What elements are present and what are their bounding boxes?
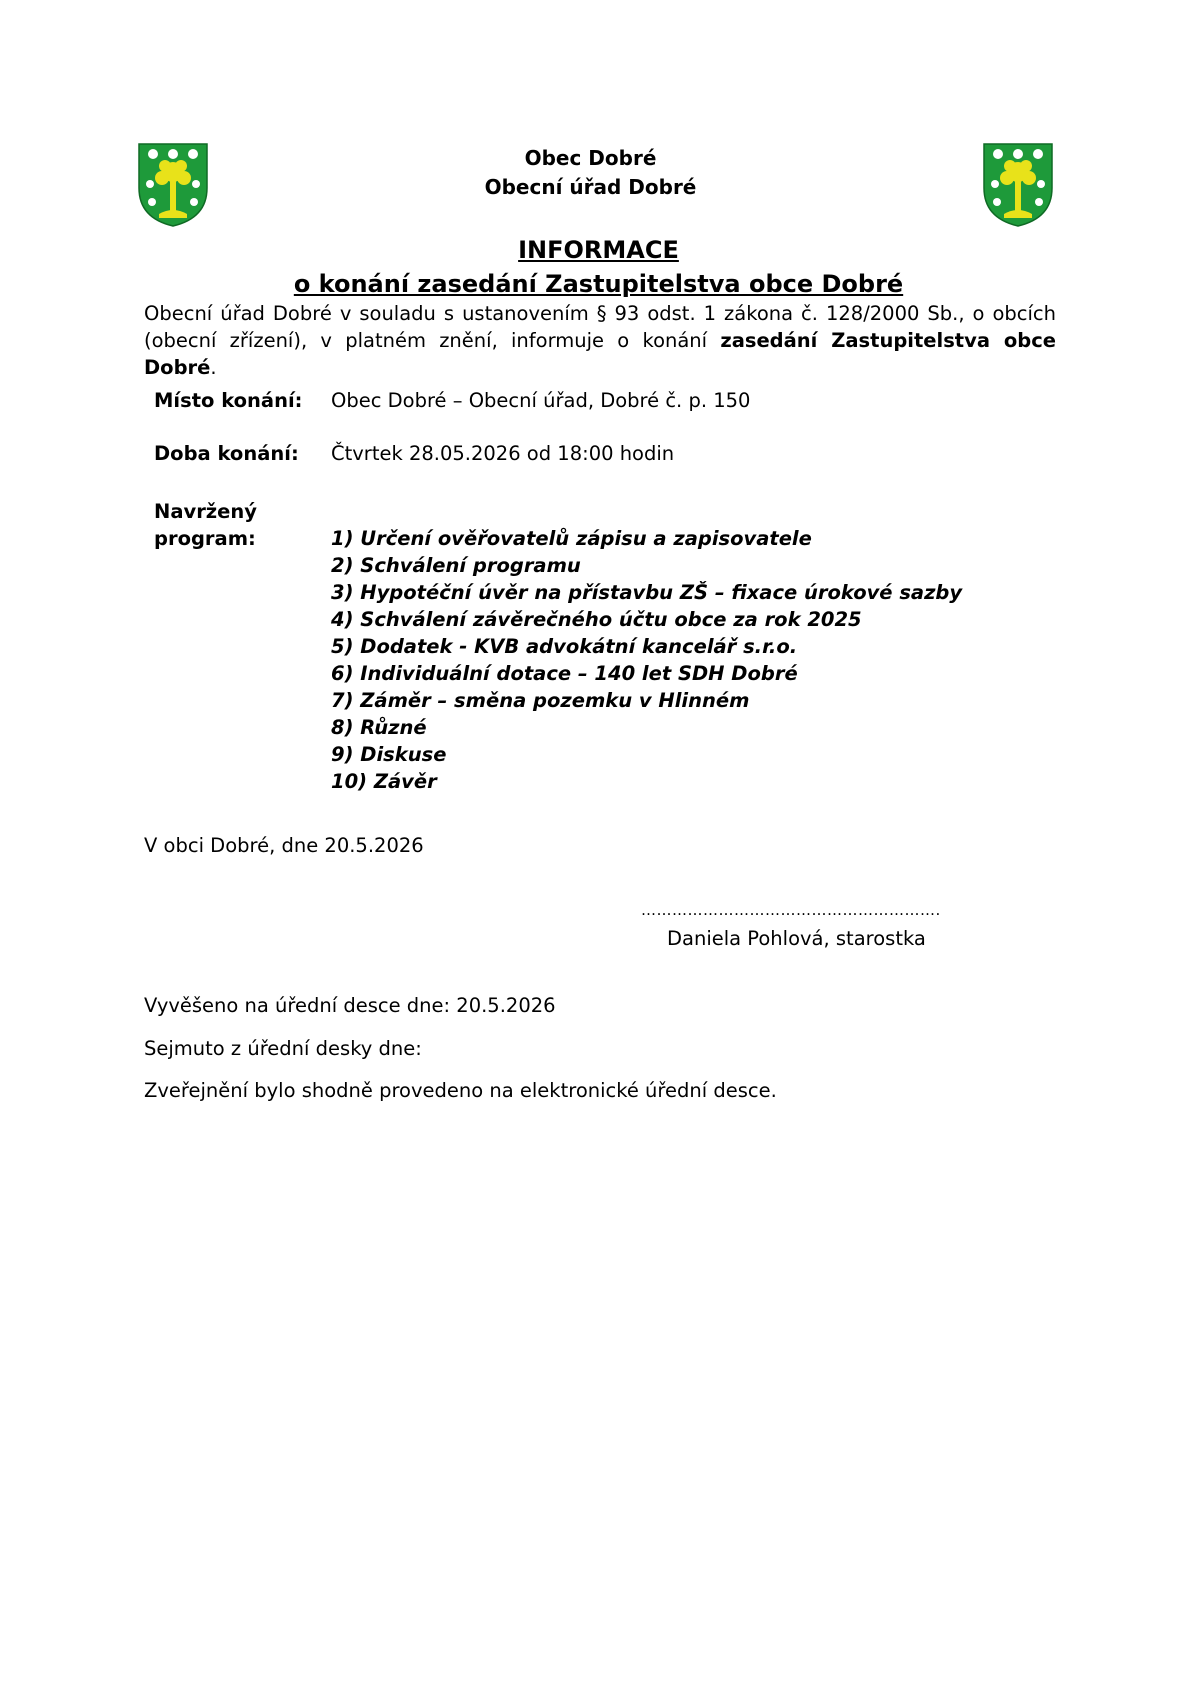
removed-date: Sejmuto z úřední desky dne: bbox=[144, 1037, 422, 1060]
municipality-name: Obec Dobré bbox=[524, 146, 657, 170]
program-item: 7) Záměr – směna pozemku v Hlinném bbox=[331, 689, 750, 712]
document-subtitle: o konání zasedání Zastupitelstva obce Dobré bbox=[293, 270, 904, 298]
program-label-line2: program: bbox=[154, 527, 256, 550]
program-item: 10) Závěr bbox=[331, 770, 437, 793]
program-item: 5) Dodatek - KVB advokátní kancelář s.r.o. bbox=[331, 635, 798, 658]
program-list bbox=[331, 525, 962, 795]
intro-paragraph bbox=[144, 300, 1056, 381]
signature-line: …………………………………………………. bbox=[641, 901, 941, 919]
signatory-name: Daniela Pohlová, starostka bbox=[667, 927, 926, 950]
program-item: 6) Individuální dotace – 140 let SDH Dobré bbox=[331, 662, 798, 685]
program-label-line1: Navržený bbox=[154, 500, 257, 523]
electronic-publication-note: Zveřejnění bylo shodně provedeno na elektronické úřední desce. bbox=[144, 1079, 777, 1102]
document-title: INFORMACE bbox=[518, 236, 679, 264]
time-value: Čtvrtek 28.05.2026 od 18:00 hodin bbox=[331, 442, 675, 465]
office-name: Obecní úřad Dobré bbox=[484, 175, 697, 199]
program-item: 8) Různé bbox=[331, 716, 427, 739]
program-item: 2) Schválení programu bbox=[331, 554, 581, 577]
intro-bold-text: zasedání Zastupitelstva obce Dobré bbox=[144, 329, 1056, 379]
program-item: 9) Diskuse bbox=[331, 743, 447, 766]
place-label: Místo konání: bbox=[154, 389, 303, 412]
program-item: 3) Hypotéční úvěr na přístavbu ZŠ – fixace úrokové sazby bbox=[331, 581, 963, 604]
posted-date: Vyvěšeno na úřední desce dne: 20.5.2026 bbox=[144, 994, 556, 1017]
intro-text: Obecní úřad Dobré v souladu s ustanovením § 93 odst. 1 zákona č. 128/2000 Sb., o obcích (obecní zřízení), v platném znění, informuje o konání bbox=[144, 302, 1056, 352]
time-label: Doba konání: bbox=[154, 442, 299, 465]
place-value: Obec Dobré – Obecní úřad, Dobré č. p. 150 bbox=[331, 389, 751, 412]
date-line: V obci Dobré, dne 20.5.2026 bbox=[144, 834, 424, 857]
program-item: 1) Určení ověřovatelů zápisu a zapisovatele bbox=[331, 527, 812, 550]
intro-end: . bbox=[210, 356, 217, 379]
program-item: 4) Schválení závěrečného účtu obce za rok 2025 bbox=[331, 608, 862, 631]
